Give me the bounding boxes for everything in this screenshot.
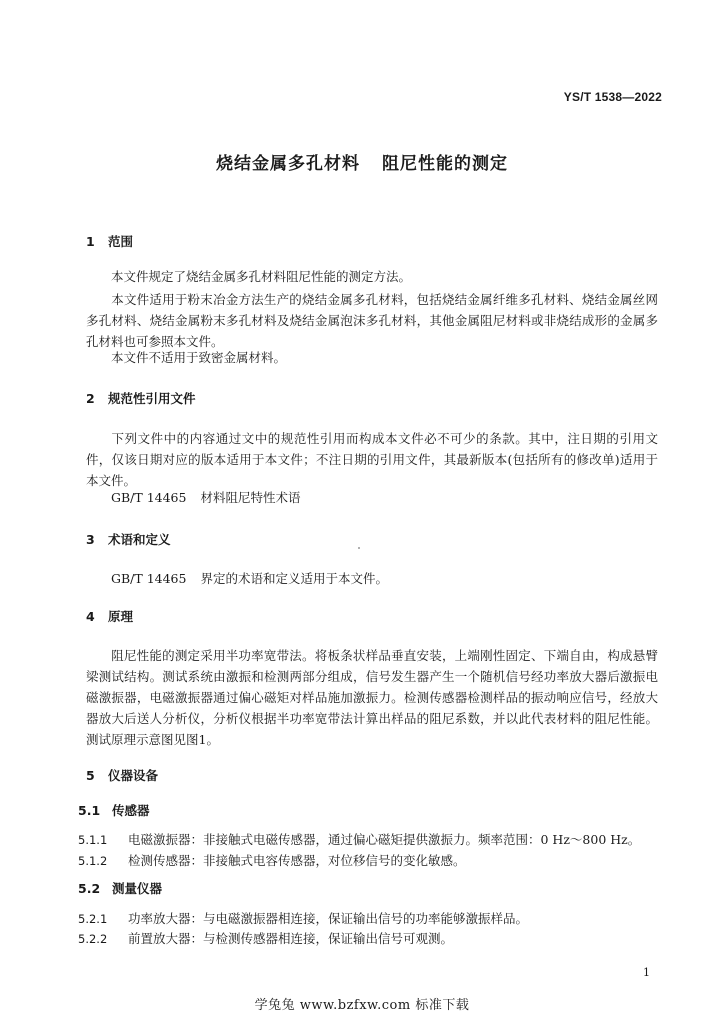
paragraph [86, 645, 658, 750]
subsection-heading-5-1 [78, 801, 150, 819]
paragraph [86, 347, 658, 368]
document-title-part2: 阻尼性能的测定 [382, 154, 508, 174]
clause-5-1-2 [78, 851, 466, 869]
document-title [0, 149, 724, 174]
subsection-title: 测量仪器 [112, 881, 163, 896]
paragraph [86, 428, 658, 491]
footer-watermark-text: 学兔兔 www.bzfxw.com 标准下载 [254, 998, 470, 1013]
section-title: 范围 [108, 234, 134, 249]
paragraph [86, 266, 658, 287]
reference-code: GB/T 14465 [111, 490, 187, 505]
section-number: 4 [86, 609, 95, 624]
section-number: 2 [86, 391, 95, 406]
clause-text: 前置放大器：与检测传感器相连接，保证输出信号可观测。 [128, 931, 454, 946]
document-title-part1: 烧结金属多孔材料 [216, 154, 360, 174]
clause-number: 5.2.2 [78, 932, 108, 946]
page-number: 1 [643, 966, 650, 979]
standard-code: YS/T 1538—2022 [563, 90, 662, 104]
clause-text: 电磁激振器：非接触式电磁传感器，通过偏心磁矩提供激振力。频率范围：0 Hz～800 Hz。 [128, 832, 641, 847]
clause-number: 5.1.2 [78, 854, 108, 868]
paragraph-text: 本文件适用于粉末冶金方法生产的烧结金属多孔材料，包括烧结金属纤维多孔材料、烧结金属丝网多孔材料、烧结金属粉末多孔材料及烧结金属泡沫多孔材料，其他金属阻尼材料或非烧结成形的金属多孔材料也可参照本文件。 [86, 292, 658, 349]
clause-number: 5.1.1 [78, 833, 108, 847]
section-heading-2 [86, 389, 196, 407]
section-title: 仪器设备 [108, 768, 159, 783]
paragraph-text: 下列文件中的内容通过文中的规范性引用而构成本文件必不可少的条款。其中，注日期的引用文件，仅该日期对应的版本适用于本文件；不注日期的引用文件，其最新版本(包括所有的修改单)适用于本文件。 [86, 431, 658, 488]
paragraph-text: 本文件不适用于致密金属材料。 [111, 350, 287, 365]
clause-5-2-1 [78, 909, 528, 927]
clause-text: 检测传感器：非接触式电容传感器，对位移信号的变化敏感。 [128, 853, 466, 868]
subsection-number: 5.2 [78, 881, 101, 896]
section-number: 1 [86, 234, 95, 249]
section-heading-3 [86, 530, 171, 548]
subsection-title: 传感器 [112, 803, 150, 818]
reference-text: 界定的术语和定义适用于本文件。 [200, 571, 388, 586]
clause-5-2-2 [78, 929, 453, 947]
normative-reference [111, 488, 300, 506]
section-title: 术语和定义 [108, 532, 171, 547]
clause-number: 5.2.1 [78, 912, 108, 926]
subsection-heading-5-2 [78, 879, 162, 897]
section-heading-1 [86, 232, 133, 250]
scan-speck [358, 547, 360, 549]
section-title: 规范性引用文件 [108, 391, 196, 406]
section-title: 原理 [108, 609, 134, 624]
section-heading-5 [86, 766, 158, 784]
section-number: 5 [86, 768, 95, 783]
reference-code: GB/T 14465 [111, 571, 187, 586]
section-heading-4 [86, 607, 133, 625]
section-number: 3 [86, 532, 95, 547]
reference-title: 材料阻尼特性术语 [200, 490, 301, 505]
paragraph-text: 阻尼性能的测定采用半功率宽带法。将板条状样品垂直安装，上端刚性固定、下端自由，构成悬臂梁测试结构。测试系统由激振和检测两部分组成，信号发生器产生一个随机信号经功率放大器后激振电磁激振器，电磁激振器通过偏心磁矩对样品施加激振力。检测传感器检测样品的振动响应信号，经放大器放大后送人分析仪，分析仪根据半功率宽带法计算出样品的阻尼系数，并以此代表材料的阻尼性能。测试原理示意图见图1。 [86, 648, 658, 747]
subsection-number: 5.1 [78, 803, 101, 818]
paragraph [86, 289, 658, 352]
paragraph-text: 本文件规定了烧结金属多孔材料阻尼性能的测定方法。 [111, 269, 412, 284]
terms-reference [111, 569, 388, 587]
clause-5-1-1 [78, 830, 640, 848]
clause-text: 功率放大器：与电磁激振器相连接，保证输出信号的功率能够激振样品。 [128, 911, 529, 926]
